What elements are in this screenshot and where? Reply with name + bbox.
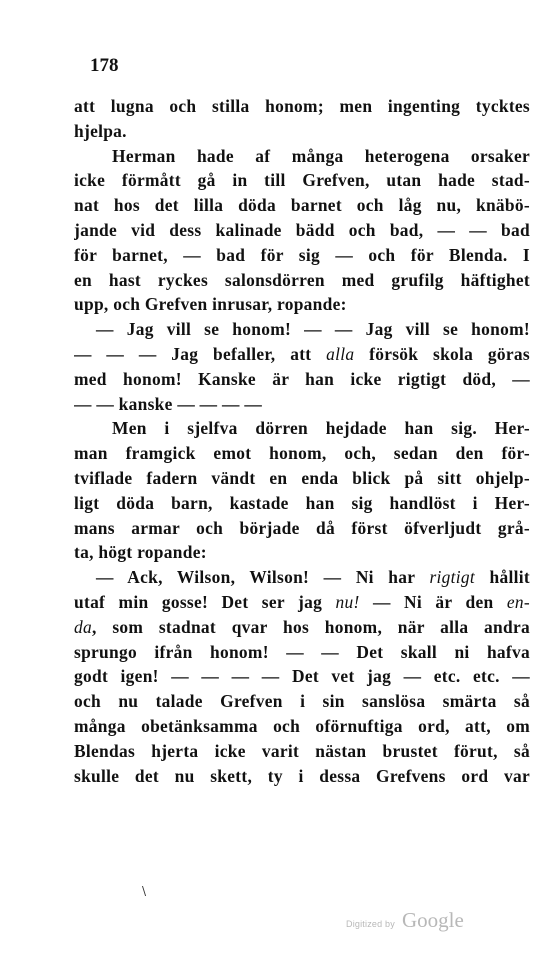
text-line [74,367,530,392]
text-line [74,317,530,342]
line-text: ligt döda barn, kastade han sig handlöst i Her- [74,492,530,513]
text-line [74,615,530,640]
line-text: många obetänksamma och oförnuftiga ord, att, om [74,715,530,736]
text-line [74,640,530,665]
line-text: en hast ryckes salonsdörren med grufilg häftighet [74,269,530,290]
line-text: godt igen! — — — — Det vet jag — etc. etc. — [74,666,530,687]
line-text: med honom! Kanske är han icke rigtigt död, — [74,368,530,389]
text-line [74,516,530,541]
line-text: jande vid dess kalinade bädd och bad, — — bad [74,219,530,240]
line-text: hjelpa. [74,120,127,141]
text-line [74,268,530,293]
text-line [74,565,530,590]
text-line [74,466,530,491]
text-line [74,739,530,764]
line-text: Men i sjelfva dörren hejdade han sig. Her- [112,418,530,439]
line-text: Herman hade af många heterogena orsaker [112,145,530,166]
text-line [74,764,530,789]
emphasized-text: rigtigt [429,567,476,588]
line-text: , som stadnat qvar hos honom, när alla andra [92,616,530,637]
text-line [74,119,530,144]
text-line [74,342,530,367]
text-line [74,218,530,243]
emphasized-text: nu! [335,591,360,612]
stray-mark: \ [142,884,147,898]
line-text: upp, och Grefven inrusar, ropande: [74,294,347,315]
page-number: 178 [90,55,119,76]
line-text: ta, högt ropande: [74,542,207,563]
line-text: — Jag vill se honom! — — Jag vill se honom! [96,319,530,340]
line-text: utaf min gosse! Det ser jag [74,591,336,612]
line-text: — — — Jag befaller, att [74,343,327,364]
line-text: man framgick emot honom, och, sedan den för- [74,443,530,464]
line-text: för barnet, — bad för sig — och för Blenda. I [74,244,530,265]
line-text: försök skola göras [354,343,530,364]
text-line [74,540,530,565]
text-line [74,392,530,417]
text-line [74,664,530,689]
line-text: och nu talade Grefven i sin sanslösa smärta så [74,691,530,712]
text-line [74,590,530,615]
line-text: hållit [475,567,530,588]
emphasized-text: en- [506,591,530,612]
emphasized-text: alla [326,343,355,364]
line-text: tviflade fadern vändt en enda blick på sitt ohjelp- [74,467,530,488]
text-line [74,491,530,516]
text-line [74,243,530,268]
watermark-prefix: Digitized by [346,919,395,929]
line-text: nat hos det lilla döda barnet och låg nu, knäbö- [74,195,530,216]
line-text: icke förmått gå in till Grefven, utan hade stad- [74,170,530,191]
text-line [74,441,530,466]
line-text: att lugna och stilla honom; men ingenting tycktes [74,96,530,116]
text-line [74,292,530,317]
body-text [74,94,530,788]
text-line [74,714,530,739]
text-line [74,193,530,218]
line-text: — Ni är den [359,591,507,612]
watermark-brand: Google [402,908,464,932]
line-text: — — kanske — — — — [74,393,263,414]
text-line [74,416,530,441]
text-line [74,168,530,193]
line-text: sprungo ifrån honom! — — Det skall ni hafva [74,641,530,662]
text-line [74,94,530,119]
text-line [74,144,530,169]
text-line [74,689,530,714]
line-text: Blendas hjerta icke varit nästan brustet förut, så [74,740,530,761]
emphasized-text: da [74,616,92,637]
line-text: skulle det nu skett, ty i dessa Grefvens ord var [74,765,530,786]
digitized-by-watermark [346,908,464,933]
line-text: — Ack, Wilson, Wilson! — Ni har [96,567,430,588]
line-text: mans armar och började då först öfverljudt grå- [74,517,530,538]
